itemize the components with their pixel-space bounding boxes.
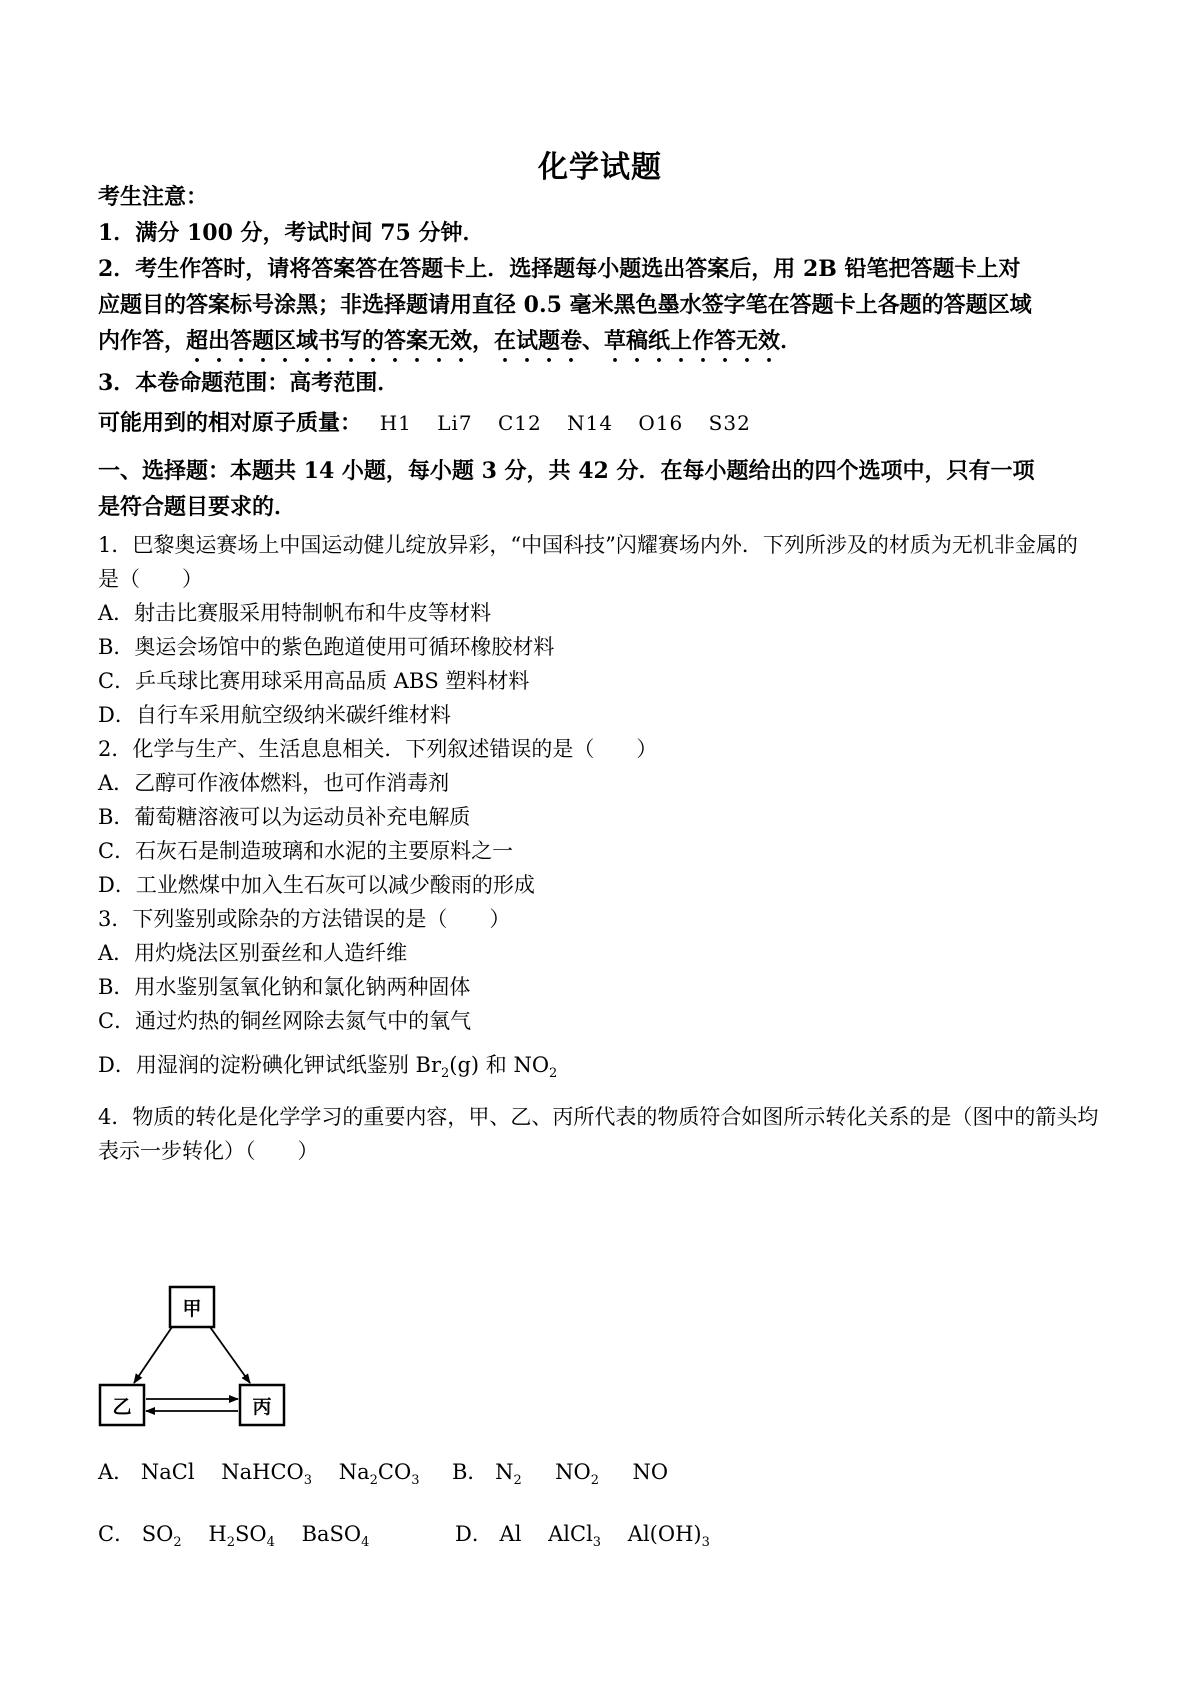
formula: H (208, 1522, 227, 1546)
subscript: 2 (226, 1535, 235, 1550)
atomic-masses-values (380, 411, 769, 435)
option-label: A． (98, 1460, 135, 1484)
q2-option-b: B．葡萄糖溶液可以为运动员补充电解质 (98, 805, 471, 829)
formula: NaCl (140, 1460, 195, 1484)
subscript: 3 (701, 1535, 710, 1550)
q3-option-c: C．通过灼热的铜丝网除去氮气中的氧气 (98, 1009, 472, 1033)
notice-item-3: 3．本卷命题范围：高考范围． (98, 370, 400, 396)
mass-value: O16 (638, 411, 684, 435)
notice-heading: 考生注意： (98, 184, 209, 210)
subscript: 4 (361, 1535, 370, 1550)
subscript: 3 (303, 1473, 313, 1488)
q1-option-c: C．乒乓球比赛用球采用高品质 ABS 塑料材料 (98, 669, 530, 693)
q1-option-a: A．射击比赛服采用特制帆布和牛皮等材料 (98, 601, 492, 625)
notice-item-2-line-2: 应题目的答案标号涂黑；非选择题请用直径 0.5 毫米黑色墨水签字笔在答题卡上各题的答题区域 (98, 292, 1032, 318)
q3-option-b: B．用水鉴别氢氧化钠和氯化钠两种固体 (98, 975, 471, 999)
formula: CO (377, 1460, 412, 1484)
q3-option-d-text: (g) 和 NO (449, 1053, 550, 1077)
subscript: 2 (590, 1473, 600, 1488)
subscript: 2 (173, 1535, 182, 1550)
notice-item-1: 1．满分 100 分，考试时间 75 分钟． (98, 220, 485, 246)
formula: AlCl (548, 1522, 593, 1546)
mass-value: N14 (567, 411, 614, 435)
atomic-masses-label: 可能用到的相对原子质量： (98, 410, 363, 436)
mass-value: Li7 (437, 411, 473, 435)
emphasized-text: 在试题卷、草稿纸上作答无效 (494, 328, 781, 354)
formula: BaSO (301, 1522, 362, 1546)
conversion-diagram (98, 1285, 298, 1430)
q3-option-d (98, 1050, 1108, 1089)
subscript: 4 (266, 1535, 275, 1550)
subscript: 3 (592, 1535, 602, 1550)
q2-option-a: A．乙醇可作液体燃料，也可作消毒剂 (98, 771, 450, 795)
q4-option-c (98, 1518, 369, 1550)
q3-option-a: A．用灼烧法区别蚕丝和人造纤维 (98, 941, 408, 965)
q3-option-d-text: D．用湿润的淀粉碘化钾试纸鉴别 Br (98, 1053, 441, 1077)
notice-item-2-line-3 (98, 326, 1108, 367)
formula: NO (632, 1460, 669, 1484)
formula: Al (499, 1522, 522, 1546)
page-title: 化学试题 (538, 150, 662, 185)
mass-value: C12 (497, 411, 542, 435)
atomic-masses (98, 408, 1108, 438)
q2-option-d: D．工业燃煤中加入生石灰可以减少酸雨的形成 (98, 873, 535, 897)
arrow-top-to-right (210, 1327, 250, 1383)
q3-stem: 3．下列鉴别或除杂的方法错误的是（ ） (98, 907, 511, 931)
node-label-left: 乙 (112, 1396, 132, 1418)
q4-option-b (452, 1456, 668, 1488)
formula: SO (141, 1522, 174, 1546)
formula: Na (338, 1460, 370, 1484)
formula: Al(OH) (627, 1522, 702, 1546)
section-1-heading-line-1: 一、选择题：本题共 14 小题，每小题 3 分，共 42 分．在每小题给出的四个选项中，只有一项 (98, 458, 1035, 484)
q4-option-a (98, 1456, 420, 1488)
q2-stem: 2．化学与生产、生活息息相关．下列叙述错误的是（ ） (98, 737, 658, 761)
notice-text: 内作答， (98, 328, 187, 354)
mass-value: S32 (708, 411, 751, 435)
notice-text: ． (780, 328, 803, 354)
q1-option-b: B．奥运会场馆中的紫色跑道使用可循环橡胶材料 (98, 635, 555, 659)
q1-stem-line-1: 1．巴黎奥运赛场上中国运动健儿绽放异彩，“中国科技”闪耀赛场内外．下列所涉及的材质为无机非金属的 (98, 533, 1078, 557)
subscript: 3 (411, 1473, 420, 1488)
notice-text: ， (472, 328, 495, 354)
subscript: 2 (440, 1066, 450, 1081)
subscript: 2 (549, 1066, 558, 1081)
mass-value: H1 (379, 411, 412, 435)
q4-stem-line-2: 表示一步转化）（ ） (98, 1139, 319, 1163)
q1-option-d: D．自行车采用航空级纳米碳纤维材料 (98, 703, 451, 727)
subscript: 2 (369, 1473, 378, 1488)
notice-item-2-line-1: 2．考生作答时，请将答案答在答题卡上．选择题每小题选出答案后，用 2B 铅笔把答题卡上对 (98, 256, 1021, 282)
option-label: C． (98, 1522, 136, 1546)
emphasized-text: 超出答题区域书写的答案无效 (186, 328, 473, 354)
formula: N (495, 1460, 514, 1484)
formula: NaHCO (221, 1460, 304, 1484)
arrow-top-to-left (134, 1327, 172, 1383)
section-1-heading-line-2: 是符合题目要求的． (98, 494, 297, 520)
option-label: D． (455, 1522, 493, 1546)
option-label: B． (452, 1460, 489, 1484)
q2-option-c: C．石灰石是制造玻璃和水泥的主要原料之一 (98, 839, 514, 863)
formula: SO (234, 1522, 267, 1546)
q4-option-d (455, 1518, 710, 1550)
node-label-right: 丙 (252, 1396, 272, 1418)
node-label-top: 甲 (182, 1298, 202, 1320)
q1-stem-line-2: 是（ ） (98, 567, 203, 591)
q4-stem-line-1: 4．物质的转化是化学学习的重要内容，甲、乙、丙所代表的物质符合如图所示转化关系的是（图中的箭头均 (98, 1105, 1099, 1129)
formula: NO (555, 1460, 591, 1484)
subscript: 2 (513, 1473, 522, 1488)
